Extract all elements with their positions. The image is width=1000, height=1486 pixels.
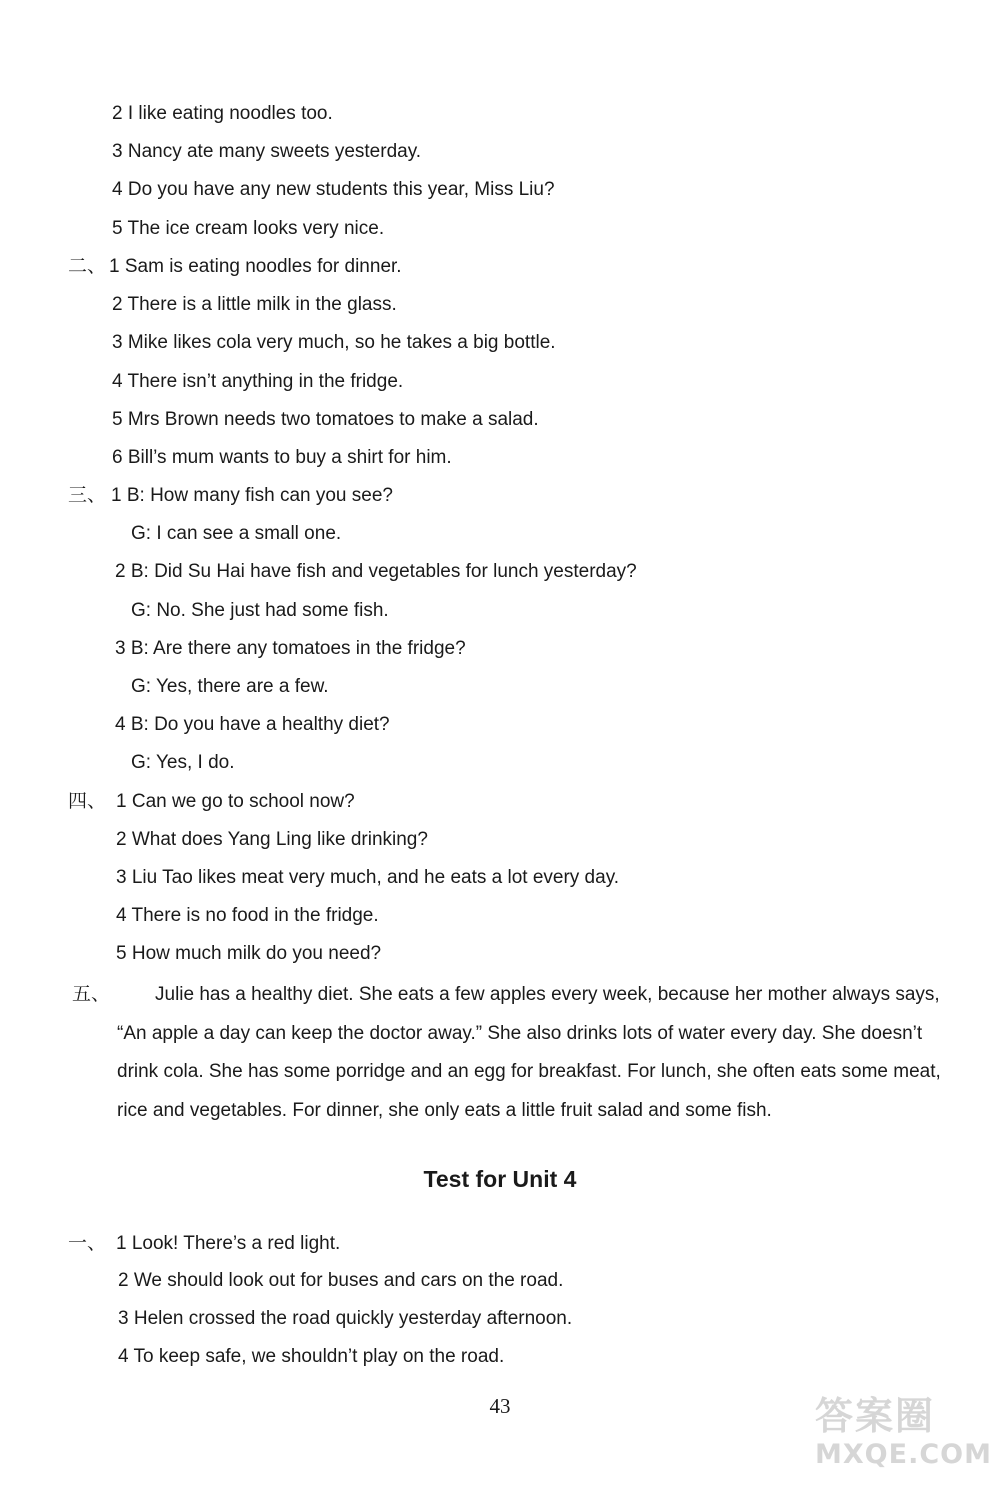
answer-line: 5 Mrs Brown needs two tomatoes to make a salad. xyxy=(112,409,539,430)
answer-line: 2 There is a little milk in the glass. xyxy=(112,294,397,315)
answer-line: 1 Can we go to school now? xyxy=(116,791,355,812)
answer-line: 4 B: Do you have a healthy diet? xyxy=(115,714,390,735)
answer-line: G: No. She just had some fish. xyxy=(131,600,389,621)
answer-line: 3 Helen crossed the road quickly yesterday afternoon. xyxy=(118,1308,573,1329)
watermark-text-bottom: MXQE.COM xyxy=(815,1439,992,1470)
section-marker: 三、 xyxy=(68,485,107,506)
answer-line: 1 Sam is eating noodles for dinner. xyxy=(109,256,402,277)
answer-line: G: Yes, I do. xyxy=(131,752,235,773)
section-marker: 四、 xyxy=(68,791,107,812)
essay-paragraph: Julie has a healthy diet. She eats a few apples every week, because her mother always says, “An apple a day can keep the doctor away.” She also drinks lots of water every day. She doesn’t drink cola. She has some porridge and an egg for breakfast. For lunch, she often eats some meat, rice and vegetables. For dinner, she only eats a little fruit salad and some fish. xyxy=(117,984,941,1121)
answer-line: G: Yes, there are a few. xyxy=(131,676,329,697)
answer-line: 5 The ice cream looks very nice. xyxy=(112,218,385,239)
answer-line: 4 There isn’t anything in the fridge. xyxy=(112,371,404,392)
answer-line: 4 Do you have any new students this year, Miss Liu? xyxy=(112,179,555,200)
answer-line: 2 I like eating noodles too. xyxy=(112,103,333,124)
answer-line: 6 Bill’s mum wants to buy a shirt for him. xyxy=(112,447,452,468)
page-number: 43 xyxy=(489,1394,511,1418)
answer-line: 5 How much milk do you need? xyxy=(116,943,382,964)
answer-line: 4 There is no food in the fridge. xyxy=(116,905,379,926)
answer-line: 1 B: How many fish can you see? xyxy=(111,485,393,506)
answer-line: 2 What does Yang Ling like drinking? xyxy=(116,829,428,850)
answer-line: 3 B: Are there any tomatoes in the fridge? xyxy=(115,638,466,659)
answer-line: 4 To keep safe, we shouldn’t play on the road. xyxy=(118,1346,505,1367)
answer-line: 2 We should look out for buses and cars on the road. xyxy=(118,1270,564,1291)
answer-line: 1 Look! There’s a red light. xyxy=(116,1233,341,1254)
answer-line: 2 B: Did Su Hai have fish and vegetables for lunch yesterday? xyxy=(115,561,637,582)
watermark-text-top: 答案圈 xyxy=(815,1394,936,1438)
section-marker: 一、 xyxy=(68,1233,107,1254)
answer-line: 3 Liu Tao likes meat very much, and he eats a lot every day. xyxy=(116,867,620,888)
answer-line: 3 Mike likes cola very much, so he takes a big bottle. xyxy=(112,332,556,353)
answer-line: G: I can see a small one. xyxy=(131,523,342,544)
watermark-logo xyxy=(815,1394,990,1478)
section-title: Test for Unit 4 xyxy=(423,1166,577,1192)
answer-line: 3 Nancy ate many sweets yesterday. xyxy=(112,141,422,162)
section-marker: 五、 xyxy=(72,984,111,1005)
section-marker: 二、 xyxy=(68,256,107,277)
